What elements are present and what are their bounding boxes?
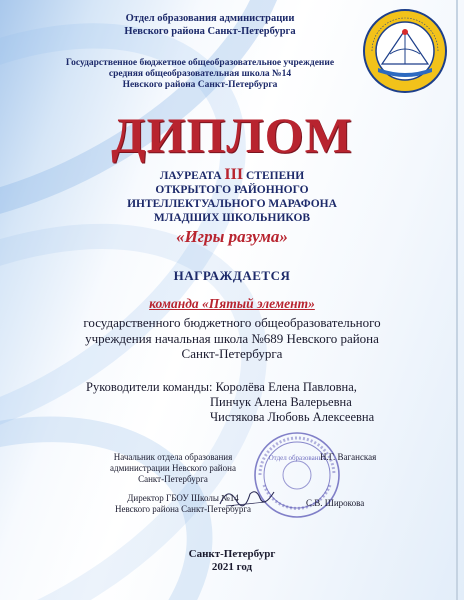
header-line: средняя общеобразовательная школа №14	[108, 69, 292, 79]
header-department	[40, 12, 380, 38]
organization-line: Санкт-Петербурга	[181, 346, 283, 361]
header-school	[10, 58, 390, 91]
organization-line: учреждения начальная школа №689 Невского района	[85, 330, 379, 346]
laureate-prefix: ЛАУРЕАТА	[159, 170, 222, 182]
laureate-line: ОТКРЫТОГО РАЙОННОГО	[155, 184, 309, 196]
header-line: Невского района Санкт-Петербурга	[122, 80, 278, 90]
laureate-line: ИНТЕЛЛЕКТУАЛЬНОГО МАРАФОНА	[127, 198, 337, 210]
header-line: Отдел образования администрации	[125, 13, 295, 24]
signature-title-line: администрации Невского района	[110, 463, 236, 473]
signature-block-department	[103, 452, 243, 485]
laureate-block	[30, 168, 434, 225]
leaders-first-line	[86, 380, 374, 395]
header-line: Государственное бюджетное общеобразовательное учреждение	[65, 58, 335, 68]
leader-name: Королёва Елена Павловна,	[215, 380, 357, 394]
team-name: команда «Пятый элемент»	[149, 296, 315, 311]
footer-year: 2021 год	[211, 561, 253, 573]
laureate-line: МЛАДШИХ ШКОЛЬНИКОВ	[153, 212, 311, 224]
signature-title-line: Начальник отдела образования	[113, 452, 233, 462]
signature-title-line: Невского района Санкт-Петербурга	[114, 504, 252, 514]
school-emblem-logo	[362, 8, 448, 94]
diploma-title: ДИПЛОМ	[111, 107, 353, 163]
stamp-text: Отдел образования	[268, 454, 326, 462]
signatory-name: Н.Г. Ваганская	[320, 452, 377, 462]
team-leaders	[86, 380, 374, 425]
organization-line: государственного бюджетного общеобразовательного	[83, 315, 381, 330]
organization	[40, 315, 424, 362]
signature-block-director	[103, 493, 263, 515]
place-date	[0, 548, 464, 574]
signature-title-line: Директор ГБОУ Школы №14	[127, 493, 239, 503]
footer-city: Санкт-Петербург	[188, 548, 276, 560]
leaders-label: Руководители команды:	[86, 380, 213, 394]
laureate-suffix: СТЕПЕНИ	[245, 170, 305, 182]
header-line: Невского района Санкт-Петербурга	[124, 26, 296, 37]
event-name: «Игры разума»	[176, 227, 288, 246]
awarded-heading: НАГРАЖДАЕТСЯ	[173, 268, 291, 283]
laureate-degree: III	[224, 166, 244, 183]
leader-name: Чистякова Любовь Алексеевна	[210, 410, 375, 424]
signature-title-line: Санкт-Петербурга	[138, 474, 208, 484]
laureate-line	[30, 168, 434, 183]
leader-name: Пинчук Алена Валерьевна	[210, 395, 352, 409]
signatory-name: С.В. Широкова	[306, 498, 365, 508]
